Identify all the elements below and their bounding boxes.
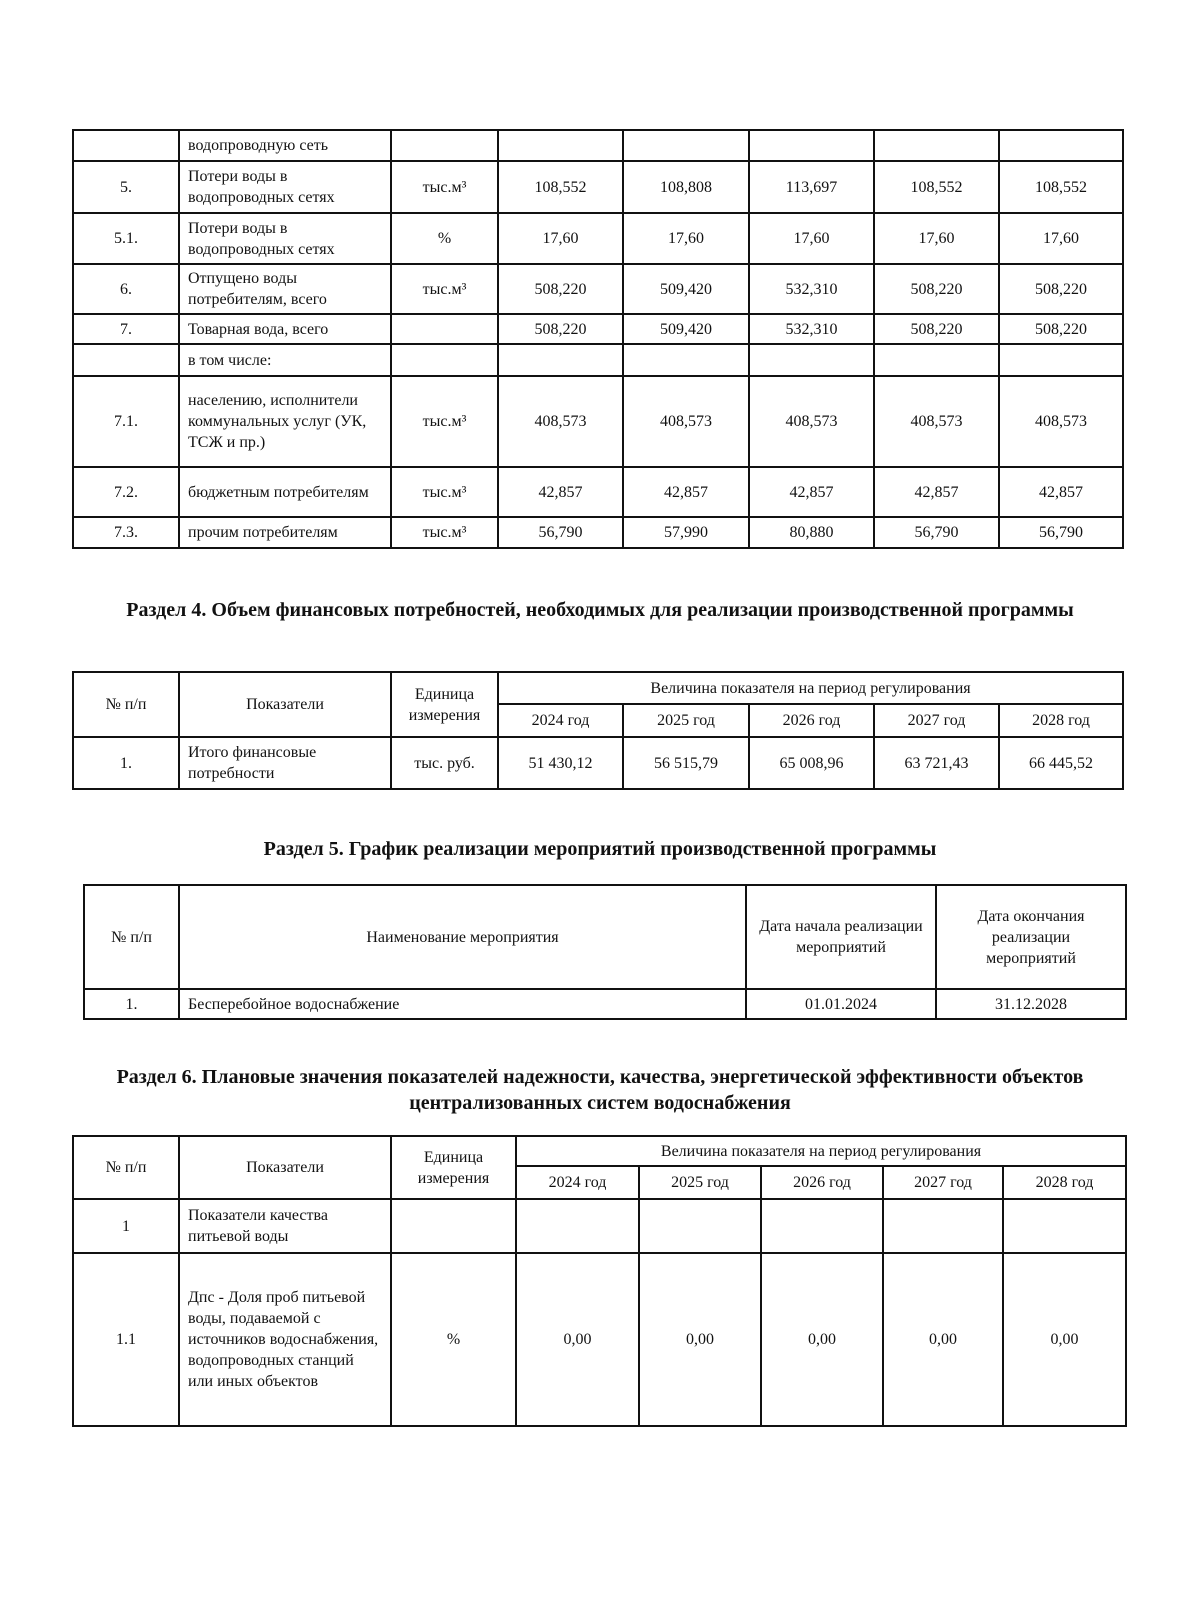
row-value	[874, 130, 999, 161]
row-value: 508,220	[498, 264, 623, 314]
row-unit	[391, 130, 498, 161]
financial-needs-table	[72, 671, 1124, 790]
indicators-table	[72, 1135, 1127, 1427]
row-value	[761, 1199, 883, 1253]
row-value	[623, 130, 749, 161]
row-num: 7.1.	[73, 376, 179, 467]
section4-title: Раздел 4. Объем финансовых потребностей, необходимых для реализации производственной программы	[126, 599, 1074, 621]
header-period: Величина показателя на период регулирования	[516, 1136, 1126, 1166]
row-value: 51 430,12	[498, 737, 623, 789]
table-row	[73, 1253, 1126, 1426]
row-num: 7.	[73, 314, 179, 344]
row-value: 108,552	[874, 161, 999, 213]
row-value	[749, 344, 874, 376]
header-name: Показатели	[179, 672, 391, 737]
row-value	[999, 344, 1123, 376]
row-value: 508,220	[874, 264, 999, 314]
row-value: 0,00	[1003, 1253, 1126, 1426]
header-name: Показатели	[179, 1136, 391, 1199]
row-num: 1	[73, 1199, 179, 1253]
row-value: 108,552	[999, 161, 1123, 213]
row-unit: тыс. руб.	[391, 737, 498, 789]
row-value: 17,60	[623, 213, 749, 264]
header-year: 2025 год	[623, 704, 749, 737]
row-unit: тыс.м³	[391, 376, 498, 467]
row-value	[883, 1199, 1003, 1253]
row-num: 7.2.	[73, 467, 179, 517]
row-num: 1.1	[73, 1253, 179, 1426]
row-num: 6.	[73, 264, 179, 314]
header-name: Наименование мероприятия	[179, 885, 746, 989]
row-value: 65 008,96	[749, 737, 874, 789]
row-num: 1.	[73, 737, 179, 789]
row-value: 0,00	[883, 1253, 1003, 1426]
row-unit	[391, 1199, 516, 1253]
header-year: 2028 год	[999, 704, 1123, 737]
row-value: 113,697	[749, 161, 874, 213]
table-row	[73, 130, 1123, 161]
row-value: 508,220	[498, 314, 623, 344]
header-year: 2028 год	[1003, 1166, 1126, 1199]
row-name: Товарная вода, всего	[179, 314, 391, 344]
row-name: прочим потребителям	[179, 517, 391, 548]
row-unit: %	[391, 213, 498, 264]
header-year: 2025 год	[639, 1166, 761, 1199]
row-num	[73, 344, 179, 376]
row-name: Показатели качества питьевой воды	[179, 1199, 391, 1253]
row-value	[516, 1199, 639, 1253]
row-value: 508,220	[999, 314, 1123, 344]
row-value: 56,790	[874, 517, 999, 548]
row-value: 42,857	[999, 467, 1123, 517]
row-value: 0,00	[639, 1253, 761, 1426]
header-period: Величина показателя на период регулирования	[498, 672, 1123, 704]
table-row	[73, 376, 1123, 467]
row-value	[1003, 1199, 1126, 1253]
header-year: 2024 год	[498, 704, 623, 737]
row-value: 66 445,52	[999, 737, 1123, 789]
row-value: 80,880	[749, 517, 874, 548]
row-value: 17,60	[999, 213, 1123, 264]
header-end-date: Дата окончания реализации мероприятий	[936, 885, 1126, 989]
row-value: 532,310	[749, 264, 874, 314]
row-unit: тыс.м³	[391, 467, 498, 517]
row-value: 56,790	[498, 517, 623, 548]
header-year: 2027 год	[874, 704, 999, 737]
row-value: 508,220	[874, 314, 999, 344]
row-unit: тыс.м³	[391, 517, 498, 548]
header-num: № п/п	[73, 672, 179, 737]
row-value	[498, 130, 623, 161]
row-value: 532,310	[749, 314, 874, 344]
row-value	[623, 344, 749, 376]
row-end-date: 31.12.2028	[936, 989, 1126, 1019]
row-num: 1.	[84, 989, 179, 1019]
row-value: 56,790	[999, 517, 1123, 548]
row-value	[639, 1199, 761, 1253]
table-row	[73, 264, 1123, 314]
row-num: 5.1.	[73, 213, 179, 264]
row-start-date: 01.01.2024	[746, 989, 936, 1019]
row-value	[999, 130, 1123, 161]
row-value: 408,573	[498, 376, 623, 467]
row-value: 56 515,79	[623, 737, 749, 789]
row-value: 42,857	[498, 467, 623, 517]
row-name: Итого финансовые потребности	[179, 737, 391, 789]
row-name: Дпс - Доля проб питьевой воды, подаваемой с источников водоснабжения, водопроводных станций или иных объектов	[179, 1253, 391, 1426]
header-year: 2027 год	[883, 1166, 1003, 1199]
table-row	[73, 314, 1123, 344]
section6-title: Раздел 6. Плановые значения показателей надежности, качества, энергетической эффективности объектов централизованных систем водоснабжения	[116, 1066, 1084, 1114]
row-value	[498, 344, 623, 376]
row-value: 408,573	[999, 376, 1123, 467]
row-unit: %	[391, 1253, 516, 1426]
table-row	[73, 737, 1123, 789]
row-name: населению, исполнители коммунальных услуг (УК, ТСЖ и пр.)	[179, 376, 391, 467]
header-num: № п/п	[73, 1136, 179, 1199]
row-num: 5.	[73, 161, 179, 213]
table-row	[73, 467, 1123, 517]
row-name: Бесперебойное водоснабжение	[179, 989, 746, 1019]
table-row	[73, 213, 1123, 264]
row-value: 0,00	[761, 1253, 883, 1426]
header-unit: Единица измерения	[391, 1136, 516, 1199]
table-row	[73, 1199, 1126, 1253]
row-value: 408,573	[874, 376, 999, 467]
row-value: 17,60	[874, 213, 999, 264]
schedule-table	[83, 884, 1127, 1020]
row-unit	[391, 314, 498, 344]
row-value	[749, 130, 874, 161]
header-year: 2024 год	[516, 1166, 639, 1199]
row-name: в том числе:	[179, 344, 391, 376]
water-balance-table	[72, 129, 1124, 549]
row-value	[874, 344, 999, 376]
row-value: 42,857	[874, 467, 999, 517]
row-name: Отпущено воды потребителям, всего	[179, 264, 391, 314]
row-value: 42,857	[623, 467, 749, 517]
row-value: 509,420	[623, 264, 749, 314]
row-value: 108,808	[623, 161, 749, 213]
row-value: 42,857	[749, 467, 874, 517]
row-value: 17,60	[498, 213, 623, 264]
header-start-date: Дата начала реализации мероприятий	[746, 885, 936, 989]
row-value: 0,00	[516, 1253, 639, 1426]
row-unit	[391, 344, 498, 376]
header-num: № п/п	[84, 885, 179, 989]
row-unit: тыс.м³	[391, 161, 498, 213]
row-value: 63 721,43	[874, 737, 999, 789]
row-name: Потери воды в водопроводных сетях	[179, 213, 391, 264]
row-value: 508,220	[999, 264, 1123, 314]
row-value: 108,552	[498, 161, 623, 213]
table-row	[73, 517, 1123, 548]
row-value: 408,573	[749, 376, 874, 467]
table-row	[73, 344, 1123, 376]
section5-title: Раздел 5. График реализации мероприятий производственной программы	[263, 838, 937, 860]
row-value: 509,420	[623, 314, 749, 344]
row-value: 57,990	[623, 517, 749, 548]
row-value: 17,60	[749, 213, 874, 264]
header-year: 2026 год	[761, 1166, 883, 1199]
row-value: 408,573	[623, 376, 749, 467]
row-num	[73, 130, 179, 161]
row-name: водопроводную сеть	[179, 130, 391, 161]
header-year: 2026 год	[749, 704, 874, 737]
row-name: Потери воды в водопроводных сетях	[179, 161, 391, 213]
row-unit: тыс.м³	[391, 264, 498, 314]
table-row	[73, 161, 1123, 213]
row-name: бюджетным потребителям	[179, 467, 391, 517]
header-unit: Единица измерения	[391, 672, 498, 737]
table-row	[84, 989, 1126, 1019]
row-num: 7.3.	[73, 517, 179, 548]
